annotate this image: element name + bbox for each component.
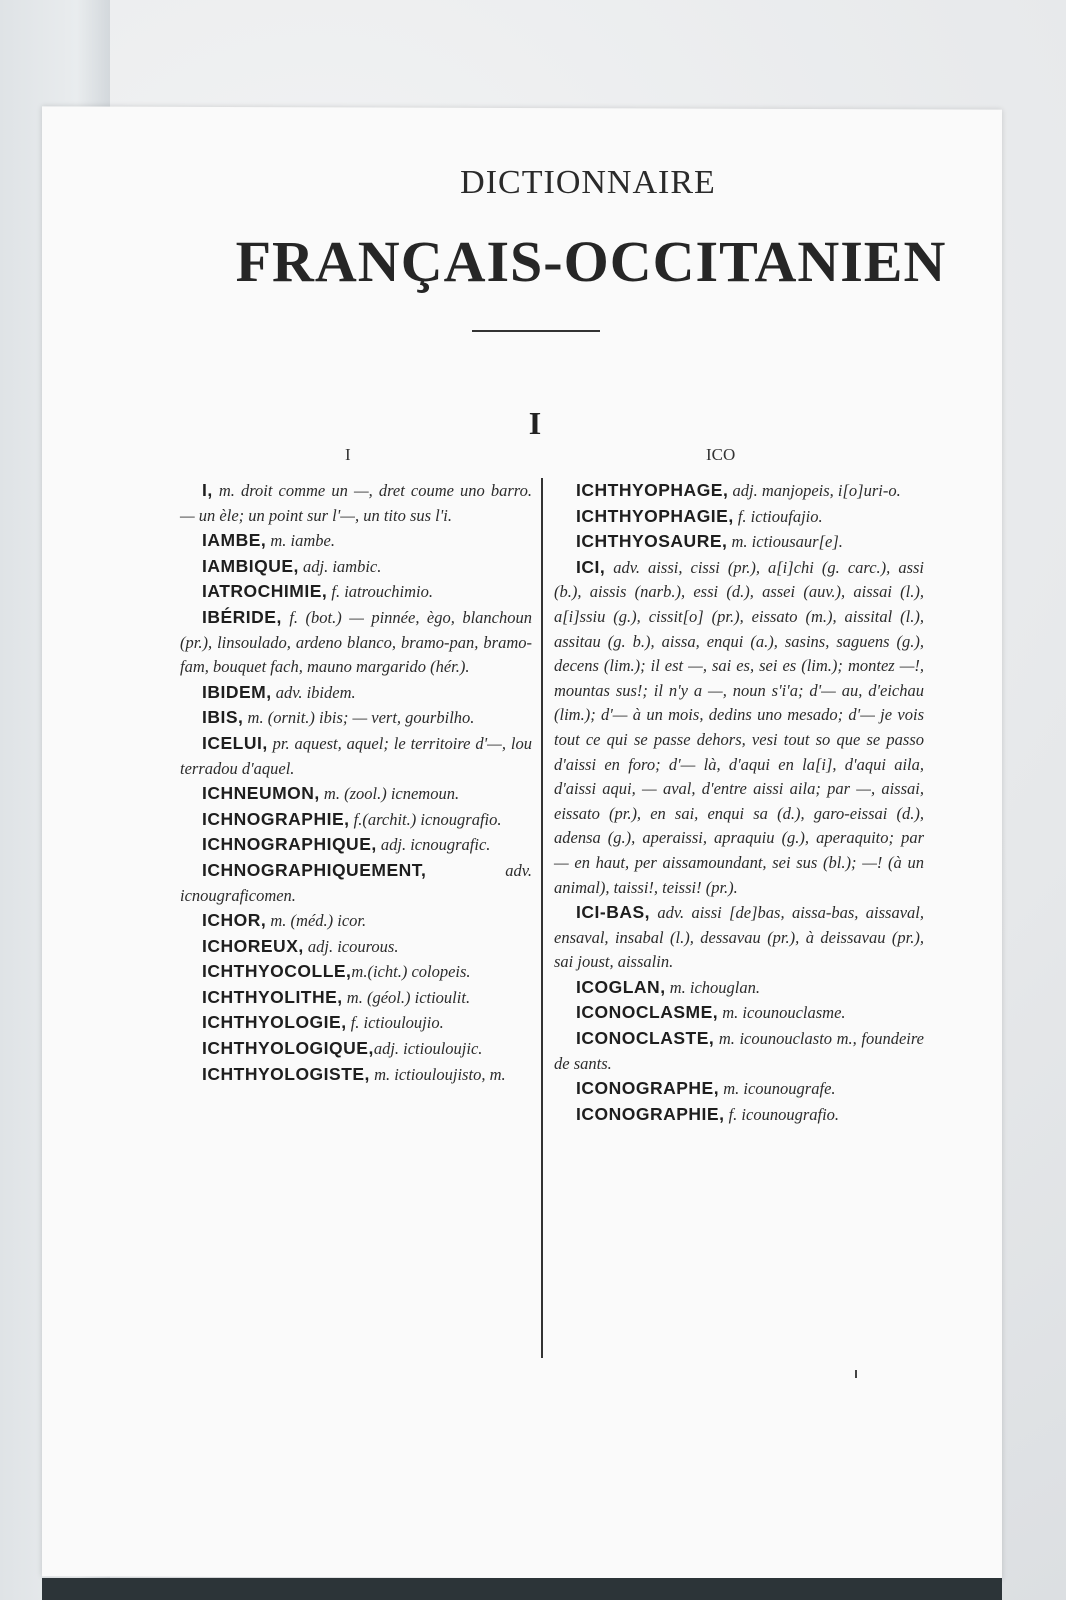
title-francais-occitanien: FRANÇAIS-OCCITANIEN [235, 229, 947, 294]
entry-definition: m. icounougrafe. [719, 1079, 836, 1099]
dictionary-entry [180, 934, 532, 960]
right-column-header: ICO [706, 445, 736, 464]
section-letter: I [528, 405, 542, 441]
entry-headword: ICONOCLASME, [576, 1002, 719, 1023]
entry-definition: f. icounougrafio. [724, 1104, 840, 1124]
entry-definition: m. icounouclasme. [718, 1003, 846, 1023]
dictionary-entry [554, 478, 924, 504]
entry-headword: IBIDEM, [202, 681, 272, 702]
entry-headword: ICHTHYOSAURE, [576, 531, 728, 552]
entry-headword: ICOGLAN, [576, 976, 666, 997]
dictionary-entry [554, 555, 924, 900]
dictionary-entry [180, 1062, 532, 1088]
entry-headword: ICHTHYOLITHE, [202, 986, 343, 1007]
entry-headword: ICI-BAS, [576, 902, 650, 923]
entry-headword: ICHTHYOCOLLE, [202, 961, 352, 982]
book-cover-edge [42, 1578, 1002, 1600]
dictionary-entry [554, 1000, 924, 1026]
entry-definition: adv. aissi, cissi (pr.), a[i]chi (g. carc.), assi (b.), aissis (narb.), essi (d.), assei (auv.), aissai (l.), a[i]ssiu (g.), cissit[o] (pr.), eissato (m.), aissital (l.), assitau (g. b.), aissa, enqui (a.), sasins, saguens (g.), decens (lim.); il est —, sai es, sei es (lim.); montez —!, mountas sus!; il n'y a —, noun s'i'a; d'— au, d'eichau (lim.); d'— à un mois, dedins uno mesado; d'— je vois tout ce qui se passe dehors, vesi tout so que se passo d'aissi en foro; d'— là, d'aqui en la[i], d'aqui aila, d'aissi aqui, — aval, d'entre aissi aila; par —, aissai, eissato (pr.), en sai, enqui sa (d.), garo-eissai (d.), adensa (g.), aperaissi, apraquiu (g.), aperaquito; par — en haut, per aissamoundant, sei sus (bl.); —! (à un animal), taissi!, teissi! (pr.). [554, 557, 924, 897]
dictionary-entry [554, 504, 924, 530]
entry-headword: ICHTHYOLOGIQUE, [202, 1038, 374, 1059]
print-mark [855, 1370, 857, 1378]
entry-definition: f. ictiouloujio. [346, 1013, 444, 1033]
entry-headword: ICELUI, [202, 732, 268, 753]
dictionary-entry [180, 528, 532, 554]
dictionary-entry [180, 858, 532, 908]
entry-headword: ICHOREUX, [202, 935, 304, 956]
entry-headword: ICHTHYOPHAGE, [576, 480, 729, 500]
dictionary-entry [180, 1036, 532, 1062]
dictionary-entry [180, 554, 532, 580]
dictionary-entry [554, 1076, 924, 1102]
dictionary-entry [180, 680, 532, 706]
entry-definition: adv. aissi [de]bas, aissa-bas, aissaval, ensaval, insabal (l.), dessavau (pr.), à deissavau (pr.), sai joust, aissalin. [554, 903, 924, 972]
entry-definition: adj. icourous. [303, 936, 399, 956]
entry-definition: m. (zool.) icnemoun. [319, 784, 460, 804]
left-column [180, 478, 532, 1087]
entry-headword: ICHNEUMON, [202, 783, 320, 804]
entry-headword: ICHNOGRAPHIQUEMENT, [202, 859, 427, 880]
entry-definition: adj. manjopeis, i[o]uri-o. [728, 481, 901, 500]
entry-headword: ICHTHYOPHAGIE, [576, 505, 734, 526]
entry-headword: ICI, [576, 556, 606, 577]
entry-definition: f. iatrouchimio. [327, 582, 433, 602]
entry-headword: IAMBIQUE, [202, 555, 299, 576]
dictionary-entry [554, 975, 924, 1001]
entry-headword: IATROCHIMIE, [202, 581, 328, 602]
entry-definition: adj. ictiouloujic. [373, 1039, 483, 1059]
column-divider [541, 478, 543, 1358]
dictionary-entry [554, 1102, 924, 1128]
dictionary-entry [180, 731, 532, 781]
entry-headword: ICONOGRAPHE, [576, 1078, 720, 1099]
dictionary-entry [180, 478, 532, 528]
entry-definition: f.(archit.) icnougrafio. [349, 809, 502, 829]
entry-headword: ICONOCLASTE, [576, 1028, 715, 1049]
entry-definition: m.(icht.) colopeis. [351, 962, 471, 982]
entry-headword: IAMBE, [202, 530, 267, 551]
entry-definition: m. (ornit.) ibis; — vert, gourbilho. [243, 708, 475, 728]
entry-definition: adj. iambic. [298, 556, 382, 576]
entry-definition: m. (géol.) ictioulit. [342, 987, 471, 1007]
entry-headword: ICHOR, [202, 910, 267, 931]
dictionary-entry [180, 908, 532, 934]
entry-definition: pr. aquest, aquel; le territoire d'—, lou terradou d'aquel. [180, 733, 532, 778]
entry-definition: adj. icnougrafic. [376, 835, 491, 855]
entry-headword: ICHTHYOLOGIE, [202, 1012, 347, 1033]
entry-definition: m. ictiousaur[e]. [727, 532, 843, 552]
dictionary-entry [180, 807, 532, 833]
entry-headword: IBÉRIDE, [202, 606, 282, 627]
dictionary-entry [180, 781, 532, 807]
dictionary-entry [180, 832, 532, 858]
entry-definition: adv. icnougraficomen. [180, 860, 532, 905]
entry-headword: I, [202, 480, 213, 500]
title-dictionnaire: DICTIONNAIRE [460, 164, 716, 201]
right-column [554, 478, 924, 1127]
title-rule [472, 330, 600, 332]
dictionary-entry [180, 959, 532, 985]
dictionary-entry [180, 985, 532, 1011]
dictionary-entry [554, 529, 924, 555]
entry-headword: ICONOGRAPHIE, [576, 1103, 725, 1124]
entry-definition: f. ictioufajio. [733, 506, 823, 526]
entry-definition: m. ichouglan. [665, 977, 760, 997]
entry-headword: IBIS, [202, 707, 244, 728]
entry-definition: m. ictiouloujisto, m. [369, 1064, 506, 1084]
entry-definition: f. (bot.) — pinnée, ègo, blanchoun (pr.), linsoulado, ardeno blanco, bramo-pan, bramo-fam, bouquet fach, mauno margarido (hér.). [180, 607, 532, 677]
entry-definition: m. iambe. [266, 531, 335, 551]
dictionary-entry [554, 900, 924, 975]
dictionary-entry [180, 605, 532, 680]
entry-definition: adv. ibidem. [271, 682, 356, 702]
dictionary-entry [180, 705, 532, 731]
dictionary-entry [180, 1010, 532, 1036]
left-column-header: I [345, 445, 351, 464]
dictionary-entry [180, 579, 532, 605]
entry-definition: m. (méd.) icor. [266, 911, 367, 931]
dictionary-entry [554, 1026, 924, 1076]
entry-headword: ICHNOGRAPHIE, [202, 808, 350, 829]
entry-definition: m. droit comme un —, dret coume uno barro. — un èle; un point sur l'—, un tito sus l'i. [180, 481, 532, 525]
entry-definition: m. icounouclasto m., foundeire de sants. [554, 1029, 924, 1073]
entry-headword: ICHTHYOLOGISTE, [202, 1063, 370, 1084]
entry-headword: ICHNOGRAPHIQUE, [202, 834, 377, 855]
